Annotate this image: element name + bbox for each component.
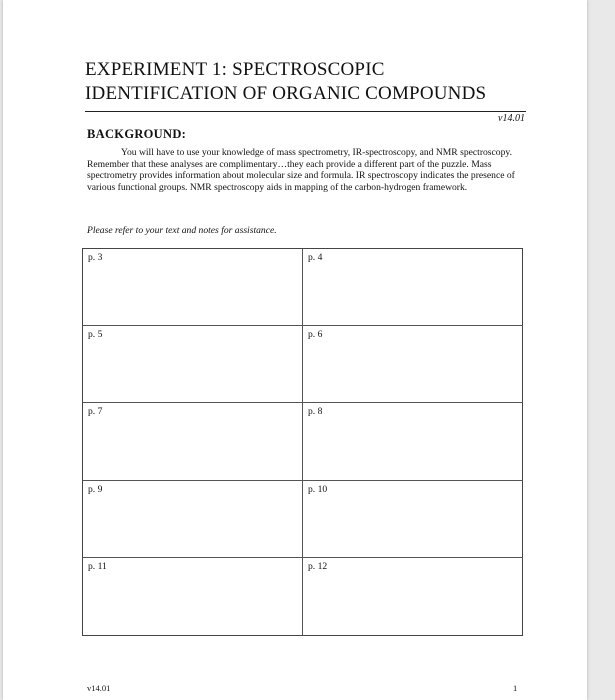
- grid-cell: [303, 403, 523, 480]
- background-heading: BACKGROUND:: [87, 127, 187, 141]
- title-line-2: IDENTIFICATION OF ORGANIC COMPOUNDS: [85, 83, 487, 104]
- grid-cell: [83, 326, 303, 403]
- grid-cell-label: p. 8: [308, 406, 323, 418]
- page-number: 1: [513, 683, 518, 693]
- grid-cell: [303, 249, 523, 326]
- grid-cell: [303, 326, 523, 403]
- grid-cell: [303, 481, 523, 558]
- title-divider: [85, 111, 526, 112]
- grid-cell-label: p. 9: [88, 483, 103, 495]
- grid-cell-label: p. 6: [308, 329, 323, 341]
- page-title: [85, 58, 505, 106]
- grid-cell: [83, 558, 303, 635]
- page-reference-grid: [82, 248, 523, 636]
- document-page: [3, 0, 587, 700]
- grid-cell-label: p. 7: [88, 406, 103, 418]
- title-line-1: EXPERIMENT 1: SPECTROSCOPIC: [85, 59, 385, 80]
- footer-version: v14.01: [87, 683, 111, 693]
- grid-cell-label: p. 11: [88, 560, 107, 572]
- grid-cell-label: p. 10: [308, 483, 328, 495]
- background-paragraph: You will have to use your knowledge of mass spectrometry, IR-spectroscopy, and NMR spectroscopy. Remember that these analyses are complimentary…they each provide a different part of the puzzle. Mass spectrometry provides information about molecular size and formula. IR spectroscopy indicates the presence of various functional groups. NMR spectroscopy aids in mapping of the carbon-hydrogen framework.: [87, 147, 515, 193]
- grid-cell: [83, 481, 303, 558]
- grid-cell-label: p. 4: [308, 252, 323, 263]
- grid-cell: [83, 403, 303, 480]
- grid-cell-label: p. 3: [88, 252, 103, 263]
- grid-cell: [303, 558, 523, 635]
- grid-cell: [83, 249, 303, 326]
- version-label: v14.01: [498, 113, 525, 124]
- grid-cell-label: p. 5: [88, 329, 103, 341]
- grid-cell-label: p. 12: [308, 560, 328, 572]
- assistance-note: Please refer to your text and notes for assistance.: [87, 225, 277, 236]
